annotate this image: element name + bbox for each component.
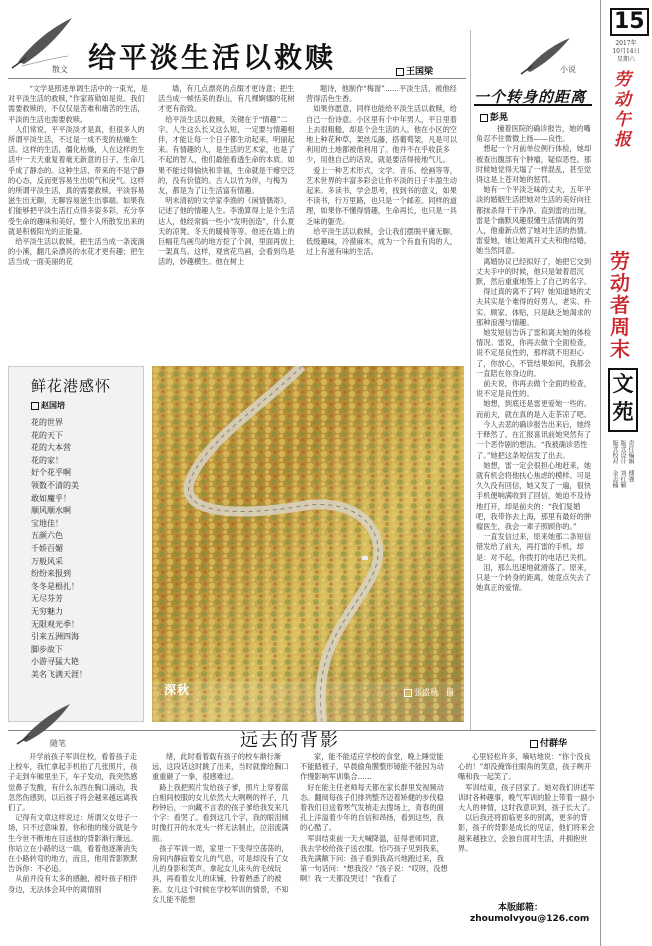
- poem-line: 无穷魅力: [31, 606, 63, 616]
- poem-line: 花的世界: [31, 418, 63, 427]
- poem-line: 千娇百媚: [31, 543, 63, 553]
- poem-line: 美名飞满天涯！: [31, 669, 87, 679]
- poem-line: 敢如魔乎！: [31, 493, 71, 503]
- article2-title-banner: [474, 86, 592, 106]
- section-tag-essay: 随笔: [50, 739, 66, 748]
- section-title-bottom: 文苑: [612, 372, 634, 424]
- section-tag-fiction: 小说: [560, 65, 576, 74]
- column-divider: [470, 30, 471, 730]
- article3-title: 远去的背影: [240, 730, 340, 751]
- article-title: 给平淡生活以救赎: [88, 41, 337, 74]
- poem-line: 花的大本营: [31, 443, 71, 453]
- article3-column-2: 绪，此时看着载有孩子的校车渐行渐远，这段话这时跳了出来，当时就像给胸口重重砸了一拳，很感难过。 路上我把照片发给孩子爹，照片上穿着蓝白相间校服的女儿依然大大咧咧的样子，几秒钟后，一向藏不言表的孩子爹给我发来几个字：看哭了。看到这几个字，我的眼泪倾时像打开的水龙头一样无法制止，泣泪流满面。 孩子军训一周，家里一下变得空荡荡的，房间内静寂着女儿的气息，可是却没有了女儿的身影和笑声。拿起女儿床头的毛绒玩具，再看着女儿的床铺，铃着熟悉了的被套。女儿这个时候在学校军训的情景，不知女儿能不能想: [152, 752, 289, 904]
- poem-line: 领数不清的美: [31, 480, 79, 490]
- byline-marker-icon: [530, 740, 538, 748]
- poem-line: 冬冬是根扎！: [31, 581, 79, 591]
- poem-line: 小游寻猛大艳: [31, 657, 79, 667]
- poem-line: 顺风顺水啊: [31, 506, 71, 516]
- article3-column-3: 家，能不能适应学校的食堂，晚上睡觉能不能踏被子，早晨偷角膜整形镜能不能因为动作慢影响军训集合…… 好在能主任老师每天都在家长群里发视频动态。翻阅每孩子们排列整齐迈着矫健的步伐稳着我们目送着寒气发梢走去搜场上，青春的面孔上洋溢着少年的自信和昂扬，看到这些，我的心酷了。 军训结束前一天大喊降温，征得老师同意，我去学校给孩子送衣服。恰巧孩子见到我来，我先满额下问：孩子看到我高兴地跑过来，我第一句话问：“想我没？”孩子说：“哎呀，没想啊！我一天都没哭过！”我看了: [300, 752, 448, 884]
- autumn-photo: [152, 366, 464, 722]
- poem-title: 鲜花港感怀: [31, 377, 112, 395]
- article2-title: 一个转身的距离: [474, 88, 587, 106]
- article3-column-1: 开学前孩子军训住校，看着孩子走上校车，我忙拿起手机拍了几张照片，孩子走到车厢里坐下，车子发动，我突然感觉鼻子发酸，有什么东西在胸口涌动，我忽然伤感到，以后孩子将会越来越远离我们了。 记得有文章这样说过：所谓父女母子一场，只不过意味着，你和他的缘分就是今生今世不断地在目送他的背影渐行渐远。你站立在小路的这一端，看着他逐渐消失在小路转弯的地方，而且，他用背影默默告诉你：不必追。 从前并没有太多的感触，被叶孩子相伴身边，无法体会其中的离情别: [8, 752, 138, 894]
- section-title-top: 劳动者周末: [610, 249, 630, 361]
- photo-caption: 深秋: [164, 683, 191, 697]
- paper-logo: 劳动午报: [614, 70, 631, 150]
- mailbox-address: zhoumolvyou@126.com: [470, 914, 590, 924]
- article1-column-1: “文学是照进单调生活中的一束光，是对平淡生活的救赎，”作家蒋勋如是说。我们需要救赎的，不仅仅是苦难和痛苦的生活，平淡的生活也需要救赎。 人们常说，平平淡淡才是真，但很多人的所谓平淡生活，不过是一成不变的枯燥生活。这样的生活，僵化枯燥，人在这样的生活中一天天重复着毫无新意的日子，生命几乎成了静态的。这种生活，带来的不是宁静的心态，反而更容易生出烦气和戾气。这样的所谓平淡生活，真的需要救赎。平淡容易滋生出无聊，无聊容易滋生出事端。如果我们能够把平淡生活打点得多姿多彩，充分享受生命的趣味和美好，整个人所散发出来的就是积极阳光的正能量。 给平淡生活以救赎，把生活当成一条流淌的小溪，翻几朵漂亮的水花才更有趣；把生活当成一面美丽的花: [8, 84, 148, 267]
- section-title-bottom-box: [608, 368, 638, 432]
- byline-marker-icon: [404, 689, 412, 697]
- article3-author: 付群华: [530, 736, 567, 749]
- page-number: 15: [610, 8, 649, 36]
- poem-line: 引来五洲四海: [31, 632, 79, 642]
- poem-lines: [31, 417, 135, 681]
- byline-marker-icon: [480, 114, 488, 122]
- byline-marker-icon: [31, 402, 39, 410]
- poem-line: 宝地佳！: [31, 518, 63, 528]
- article2-body: 撞着医院的确诊报告，她的嘴角忍不住微微上扬——良性。 想起一个月前单位例行体检，她却被查出腹部有个肿瘤，疑似恶性。那时候她觉得天塌了一样混乱，甚至觉得这是上苍对她的惩罚。 她有一个平淡乏味的丈夫，五年平淡的婚姻生活把她对生活的美好向往都抹杀得干干净净。直到雷的出现，雷是个幽默风趣很懂生活情调的男人，他重新点燃了她对生活的热情。雷爱她，她让她离开丈夫和他结婚，她当然同意。 离婚协议已经拟好了，她把它交到丈夫手中的时候，他只是皱着眉沉默，然后重重地签上了自己的名字。 得过真的离不了吗？她知道她的丈夫其实是个难得的好男人，老实、朴实、顾家、体贴，只是缺乏她渴求的那种浪漫与情趣。 她发短信告诉了雷和离夫她的体检情况。雷说，你再去做个全面检查，说不定是良性的，那样就不用担心了，你放心，不管结果如何，我都会一直陪在你身边的。 前夫说，你再去做个全面的检查，说不定是良性的。 她想，到底还是雷更爱她一些的。而前夫，就在真的是入走茶凉了吧。 今人去悲的确诊报告出来后，她终于释然了。在汇报喜讯前她突然有了一个恶作剧的想法。“我被确诊恶性了。”她把这条短信发了出去。 她想，雷一定会很担心地赶来，她就有机会将他扶心焦虑的模样。可是久久没有回信，她又发了一遍，很快手机便响满收到了回信，她迫不及待地打开，却是前夫的：“我们复婚吧，我带你去上海，那里有最好的肿瘤医生，我会一辈子照顾你的。” 一直发信过来，原来她那二条短信错发给了前夫，再打雷的手机，却是：对不起，你拨打的电话已关机。 泪，那么迅速地就滑落了。原来，只是一个转身的距离，她竟点失去了她真正的爱情。: [476, 124, 592, 593]
- poem-line: 无限观光季！: [31, 619, 79, 629]
- poem-box: [8, 366, 144, 722]
- article1-column-2: 墙，有几点漂亮的点缀才更诗意；把生活当成一帧恬美的春山，有几棵婀娜的花树才更有韵致。 给平淡生活以救赎，关键在于“情趣”二字。人生这么长又这么短，一定要与情趣相伴，才能让每一个日子都生动起来，明丽起来。有情趣的人，是生活的艺术家，也是了不起的智人，他们最能看透生命的本质。如果不能过得愉快和幸福，生命就是干瘪空泛的，没有价值的。古人以竹为伴，与梅为友，都是为了让生活富有情趣。 明末清初的文学家李渔的《闲情偶寄》，记述了他的情趣人生。李渔算得上是个生活达人，他经常搞一些小“发明创造”，什么夏天的凉凳、冬天的暖椅等等。他还在墙上的巨幅花鸟画鸟的地方挖了个洞，里面再放上一架真鸟。这样，观赏花鸟画，会看到鸟是活的，妙趣横生。他在树上: [158, 84, 295, 267]
- poem-line: 花的家！: [31, 455, 63, 465]
- poem-line: 脚步故下: [31, 644, 63, 654]
- article2-author: 彭晃: [480, 110, 508, 123]
- mailbox-label: 本版邮箱：: [498, 903, 544, 913]
- photo-credit: 张盛秋 摄: [404, 687, 454, 698]
- section-tag-prose: 散文: [52, 65, 68, 74]
- issue-date: 2017年 10月14日 星期六: [612, 40, 640, 63]
- poem-line: 五颜六色: [31, 531, 63, 541]
- forest-road-image: [152, 366, 464, 722]
- article3-column-4: 心里轻松许多，嘀咕地说：“你个没良心的！”却没掩饰住眼角的笑意，孩子咧开嘴和我一起笑了。 军训结束，孩子回家了。她对我们讲述军训时各种趣事，晚气军训的脸上带着一副小大人的神情，这时我意识到，孩子长大了。 以后我还将面临更多的别离，更多的背影，孩子的背影是成长的见证，他们将来会越来越独立，会独自面对生活，并拥抱世界。: [458, 752, 595, 853]
- poem-line: 花的天下: [31, 430, 63, 440]
- editor-credits: 责任编辑 傅强 版式设计 刘红颖 版式校对 金志楠: [611, 440, 634, 488]
- poem-line: 好个花乎啊: [31, 468, 71, 478]
- article-author: 王国梁: [396, 64, 433, 77]
- byline-marker-icon: [396, 68, 404, 76]
- poem-author: 赵国培: [31, 400, 135, 411]
- poem-line: 无尽芬芳: [31, 594, 63, 604]
- quill-pen-icon: [8, 12, 78, 72]
- sidebar-divider: [600, 0, 601, 946]
- article1-column-3: 题诗，他制作“梅窗”……平淡生活，被他经营得活色生香。 如果你愿意，同样也能给平淡生活以救赎，给自己一份诗意。小区里有个中年男人，平日里着上去很粗糙，却是个会生活的人。他在小区的空地上种花种草，架丝瓜藤，搭葡萄架，凡是可以利用的土地都被他利用了。他并不在乎收获多少，用他自己的话说，就是要活得接地气儿。 爱上一种艺术形式，文学、音乐、绘画等等，艺术世界的丰富多彩会让你平淡的日子丰盈生动起来。多读书，学会思考，找到书的意义，如果不读书，行万里路，也只是一个邮差。同样的道理，如果你不懂得情趣，生命再长，也只是一具乏味的躯壳。 给平淡生活以救赎，会让我们摆脱平庸无聊、低级趣味，冷漠麻木，成为一个有血有肉的人，过上有滋有味的生活。: [306, 84, 457, 257]
- poem-line: 纷纷来报到: [31, 569, 71, 579]
- title-divider: [8, 78, 466, 79]
- poem-line: 万般风采: [31, 556, 63, 566]
